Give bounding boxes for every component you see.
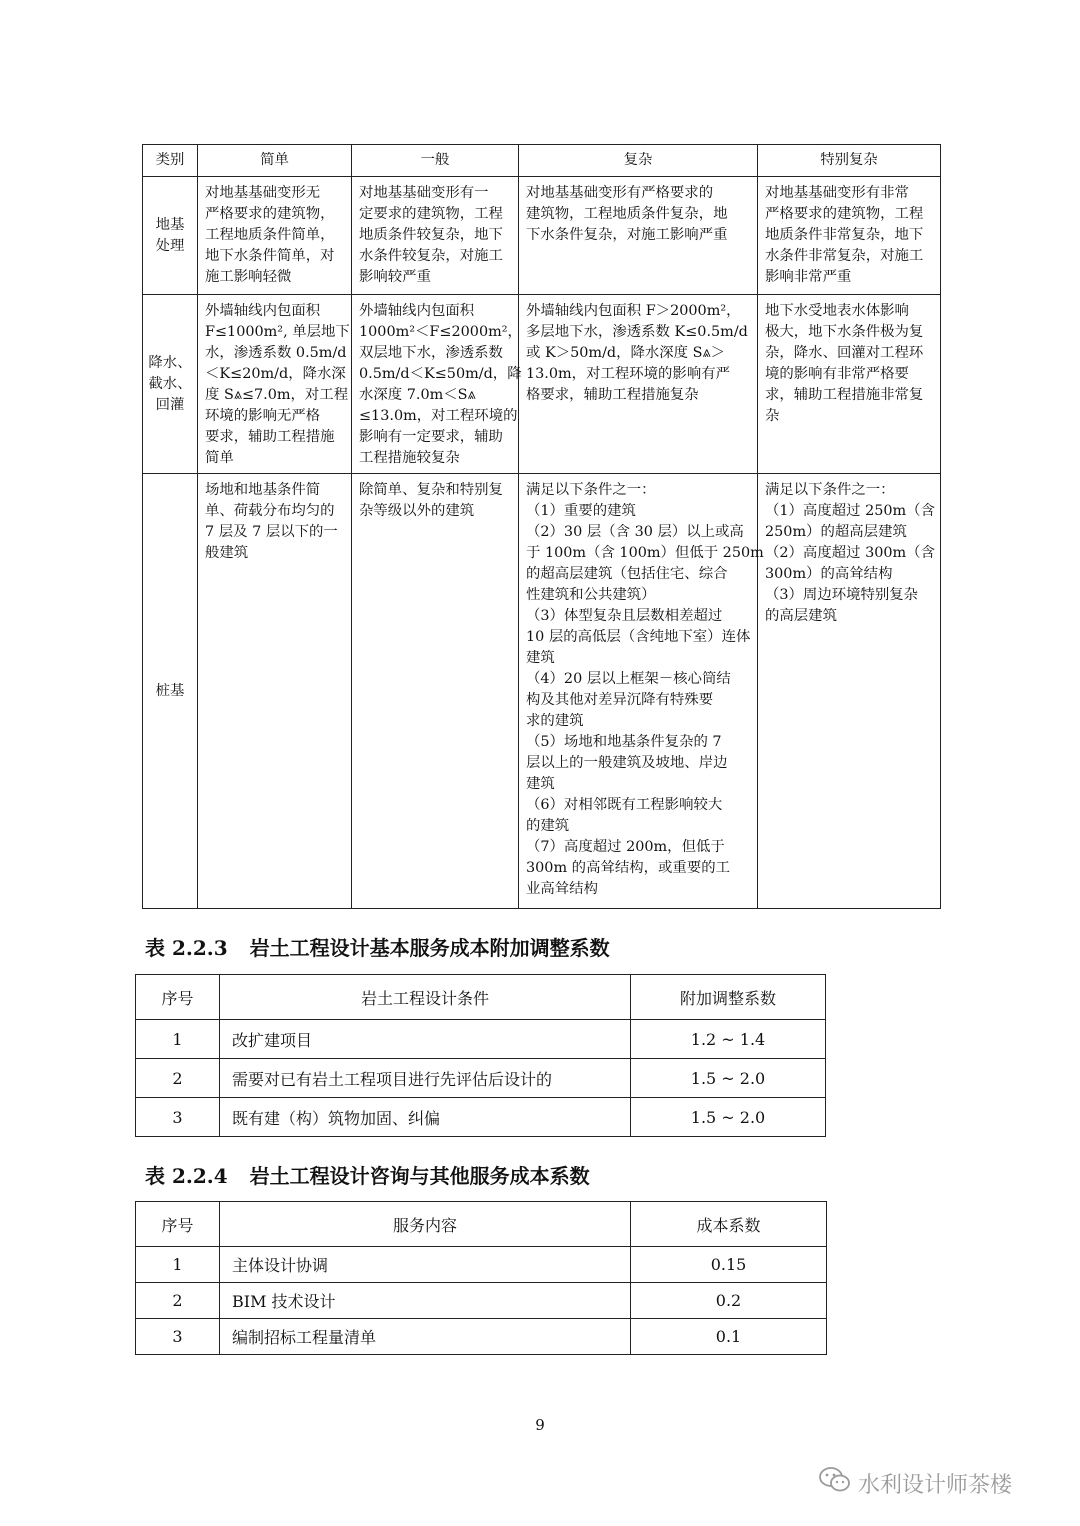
- cell-text-line: 影响有一定要求，辅助: [359, 429, 503, 445]
- cell-text-line: 要求，辅助工程措施: [205, 429, 335, 445]
- description-cell: [758, 177, 941, 295]
- cell-text-line: （7）高度超过 200m，但低于: [526, 839, 725, 855]
- cell-text-line: 外墙轴线内包面积: [359, 303, 475, 319]
- cell-text-line: 满足以下条件之一：: [526, 482, 656, 498]
- cell-text-line: 水条件较复杂，对施工: [359, 248, 503, 264]
- header-cell: 一般: [352, 145, 519, 177]
- condition-cell: 改扩建项目: [220, 1020, 631, 1059]
- table-header-row: [143, 145, 941, 177]
- description-cell: [519, 177, 758, 295]
- description-cell: [198, 177, 352, 295]
- cell-text-line: 下水条件复杂，对施工影响严重: [526, 227, 728, 243]
- category-cell: [143, 295, 198, 474]
- description-cell: [758, 474, 941, 909]
- caption-number: 表 2.2.3: [145, 936, 228, 960]
- cell-text-line: 单、荷载分布均匀的: [205, 503, 335, 519]
- cell-text-line: （1）重要的建筑: [526, 503, 636, 519]
- condition-cell: 既有建（构）筑物加固、纠偏: [220, 1098, 631, 1137]
- table-row: [143, 177, 941, 295]
- table-header-row: [136, 1202, 827, 1247]
- cell-text-line: （3）周边环境特别复杂: [765, 587, 919, 603]
- cell-text-line: 多层地下水，渗透系数 K≤0.5m/d: [526, 324, 748, 340]
- condition-cell: 需要对已有岩土工程项目进行先评估后设计的: [220, 1059, 631, 1098]
- cell-text-line: 简单: [205, 450, 234, 466]
- cell-text-line: ≤13.0m，对工程环境的: [359, 408, 518, 424]
- cell-text-line: 外墙轴线内包面积: [205, 303, 321, 319]
- cell-text-line: 水，渗透系数 0.5m/d: [205, 345, 347, 361]
- table-row: [143, 474, 941, 909]
- row-index: 1: [136, 1247, 220, 1283]
- row-index: 1: [136, 1020, 220, 1059]
- description-cell: [519, 474, 764, 909]
- cell-text-line: 性建筑和公共建筑）: [526, 587, 656, 603]
- cell-text-line: 施工影响轻微: [205, 269, 292, 285]
- cell-text-line: 杂，降水、回灌对工程环: [765, 345, 924, 361]
- cell-text-line: 杂: [765, 408, 780, 424]
- cell-text-line: 层以上的一般建筑及坡地、岸边: [526, 755, 728, 771]
- cell-text-line: 或 K＞50m/d，降水深度 S⩓＞: [526, 345, 726, 361]
- cell-text-line: 境的影响有非常严格要: [765, 366, 909, 382]
- table-header-row: [136, 975, 826, 1020]
- table-row: [136, 1283, 827, 1319]
- coefficient-cell: 0.15: [631, 1247, 827, 1283]
- cell-text-line: 求的建筑: [526, 713, 584, 729]
- wechat-icon: [818, 1465, 852, 1501]
- service-cell: 主体设计协调: [220, 1247, 631, 1283]
- cell-text-line: 工程措施较复杂: [359, 450, 460, 466]
- description-cell: [758, 295, 941, 474]
- cell-text-line: 地质条件较复杂，地下: [359, 227, 503, 243]
- caption-number: 表 2.2.4: [145, 1164, 228, 1188]
- cell-text-line: ＜K≤20m/d，降水深: [205, 366, 346, 382]
- description-cell: [519, 295, 758, 474]
- cell-text-line: 极大，地下水条件极为复: [765, 324, 924, 340]
- description-cell: [352, 177, 519, 295]
- watermark-text: 水利设计师茶楼: [858, 1472, 1013, 1498]
- cell-text-line: 7 层及 7 层以下的一: [205, 524, 338, 540]
- category-line: 降水、: [148, 354, 192, 371]
- header-cell: 服务内容: [220, 1202, 631, 1247]
- table-row: [136, 1098, 826, 1137]
- cell-text-line: 0.5m/d＜K≤50m/d，降: [359, 366, 522, 382]
- cell-text-line: 10 层的高低层（含纯地下室）连体: [526, 629, 751, 645]
- coefficient-cell: 1.2 ~ 1.4: [631, 1020, 826, 1059]
- cell-text-line: 1000m²＜F≤2000m²，: [359, 324, 522, 340]
- header-cell: 成本系数: [631, 1202, 827, 1247]
- cell-text-line: 250m）的超高层建筑: [765, 524, 907, 540]
- cell-text-line: 般建筑: [205, 545, 249, 561]
- row-index: 2: [136, 1059, 220, 1098]
- cell-text-line: 对地基基础变形有一: [359, 185, 489, 201]
- cell-text-line: 对地基基础变形有非常: [765, 185, 909, 201]
- cell-text-line: 严格要求的建筑物，: [205, 206, 335, 222]
- cell-text-line: 300m）的高耸结构: [765, 566, 893, 582]
- coefficient-cell: 0.2: [631, 1283, 827, 1319]
- watermark: [818, 1466, 1012, 1500]
- cell-text-line: 场地和地基条件简: [205, 482, 321, 498]
- classification-table: [142, 144, 941, 909]
- table-caption-2-2-3: [145, 932, 610, 961]
- cell-text-line: 度 S⩓≤7.0m，对工程: [205, 387, 349, 403]
- header-cell: 简单: [198, 145, 352, 177]
- cell-text-line: 建筑物，工程地质条件复杂，地: [526, 206, 728, 222]
- cell-text-line: （2）高度超过 300m（含: [765, 545, 935, 561]
- service-cost-table: [135, 1201, 827, 1355]
- category-cell: [143, 474, 198, 909]
- cell-text-line: （1）高度超过 250m（含: [765, 503, 935, 519]
- cell-text-line: 求，辅助工程措施非常复: [765, 387, 924, 403]
- service-cell: BIM 技术设计: [220, 1283, 631, 1319]
- cell-text-line: 地下水受地表水体影响: [765, 303, 909, 319]
- caption-text: 岩土工程设计咨询与其他服务成本系数: [249, 1164, 590, 1188]
- coefficient-cell: 1.5 ~ 2.0: [631, 1098, 826, 1137]
- table-row: [136, 1319, 827, 1355]
- category-line: 桩基: [155, 682, 185, 699]
- cell-text-line: 构及其他对差异沉降有特殊要: [526, 692, 714, 708]
- cell-text-line: 影响非常严重: [765, 269, 852, 285]
- row-index: 3: [136, 1098, 220, 1137]
- row-index: 3: [136, 1319, 220, 1355]
- cell-text-line: （4）20 层以上框架－核心筒结: [526, 671, 731, 687]
- category-line: 截水、: [148, 375, 192, 392]
- header-cell: 岩土工程设计条件: [220, 975, 631, 1020]
- cell-text-line: 影响较严重: [359, 269, 431, 285]
- description-cell: [352, 295, 522, 474]
- description-cell: [198, 474, 352, 909]
- service-cell: 编制招标工程量清单: [220, 1319, 631, 1355]
- cell-text-line: 双层地下水，渗透系数: [359, 345, 503, 361]
- cell-text-line: 对地基基础变形有严格要求的: [526, 185, 714, 201]
- cell-text-line: 水深度 7.0m＜S⩓: [359, 387, 476, 403]
- cell-text-line: 的高层建筑: [765, 608, 837, 624]
- caption-text: 岩土工程设计基本服务成本附加调整系数: [249, 936, 610, 960]
- table-row: [136, 1020, 826, 1059]
- category-line: 回灌: [155, 396, 185, 413]
- cell-text-line: 业高耸结构: [526, 881, 598, 897]
- cell-text-line: 地下水条件简单，对: [205, 248, 335, 264]
- cell-text-line: 工程地质条件简单，: [205, 227, 335, 243]
- header-cell: 类别: [143, 145, 198, 177]
- coefficient-cell: 0.1: [631, 1319, 827, 1355]
- coefficient-cell: 1.5 ~ 2.0: [631, 1059, 826, 1098]
- cell-text-line: 地质条件非常复杂，地下: [765, 227, 924, 243]
- description-cell: [198, 295, 352, 474]
- category-line: 处理: [155, 237, 185, 254]
- cell-text-line: 杂等级以外的建筑: [359, 503, 475, 519]
- cell-text-line: F≤1000m², 单层地下: [205, 324, 350, 340]
- cell-text-line: 建筑: [526, 650, 555, 666]
- cell-text-line: 水条件非常复杂，对施工: [765, 248, 924, 264]
- cell-text-line: 格要求，辅助工程措施复杂: [526, 387, 699, 403]
- table-row: [136, 1059, 826, 1098]
- cell-text-line: 建筑: [526, 776, 555, 792]
- cell-text-line: 13.0m，对工程环境的影响有严: [526, 366, 730, 382]
- cell-text-line: 严格要求的建筑物，工程: [765, 206, 924, 222]
- table-row: [136, 1247, 827, 1283]
- table-row: [143, 295, 941, 474]
- header-cell: 序号: [136, 975, 220, 1020]
- row-index: 2: [136, 1283, 220, 1319]
- header-cell: 附加调整系数: [631, 975, 826, 1020]
- cell-text-line: 定要求的建筑物，工程: [359, 206, 503, 222]
- cell-text-line: 于 100m（含 100m）但低于 250m: [526, 545, 764, 561]
- page-number: 9: [535, 1416, 545, 1434]
- cell-text-line: 环境的影响无严格: [205, 408, 321, 424]
- table-caption-2-2-4: [145, 1160, 590, 1189]
- cell-text-line: （2）30 层（含 30 层）以上或高: [526, 524, 744, 540]
- cell-text-line: 满足以下条件之一：: [765, 482, 895, 498]
- cell-text-line: 的超高层建筑（包括住宅、综合: [526, 566, 728, 582]
- cell-text-line: （3）体型复杂且层数相差超过: [526, 608, 723, 624]
- header-cell: 序号: [136, 1202, 220, 1247]
- header-cell: 特别复杂: [758, 145, 941, 177]
- header-cell: 复杂: [519, 145, 758, 177]
- adjustment-coefficient-table: [135, 974, 826, 1137]
- cell-text-line: （6）对相邻既有工程影响较大: [526, 797, 723, 813]
- cell-text-line: 除简单、复杂和特别复: [359, 482, 503, 498]
- cell-text-line: （5）场地和地基条件复杂的 7: [526, 734, 722, 750]
- cell-text-line: 300m 的高耸结构，或重要的工: [526, 860, 730, 876]
- cell-text-line: 对地基基础变形无: [205, 185, 321, 201]
- category-line: 地基: [155, 216, 185, 233]
- category-cell: [143, 177, 198, 295]
- cell-text-line: 的建筑: [526, 818, 570, 834]
- description-cell: [352, 474, 519, 909]
- cell-text-line: 外墙轴线内包面积 F＞2000m²，: [526, 303, 741, 319]
